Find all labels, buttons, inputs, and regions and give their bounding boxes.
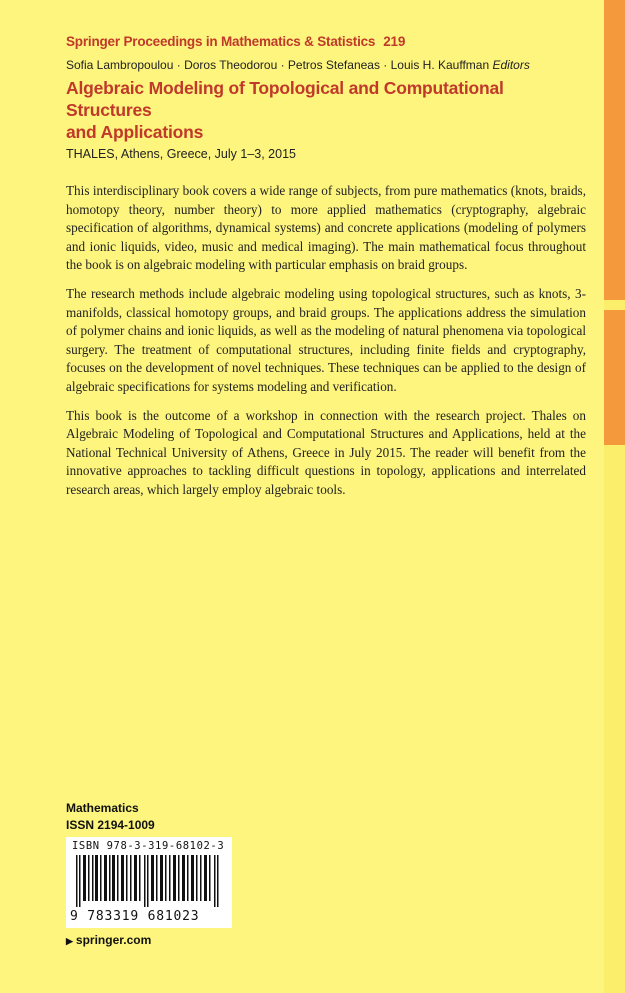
footer-info <box>66 800 155 834</box>
publisher-link[interactable] <box>66 933 151 947</box>
barcode-bars <box>74 855 224 907</box>
spine-strip <box>604 0 625 993</box>
barcode <box>66 837 232 928</box>
book-title-line-1: Algebraic Modeling of Topological and Computational Structures <box>66 78 504 120</box>
editors-line <box>66 58 586 72</box>
book-subtitle: THALES, Athens, Greece, July 1–3, 2015 <box>66 147 296 161</box>
book-title <box>66 77 586 143</box>
isbn-label: ISBN 978-3-319-68102-3 <box>72 840 225 852</box>
description-paragraph: This book is the outcome of a workshop in connection with the research project. Thales on Algebraic Modeling of Topological and Computational Structures and Applications, held at the National Technical University of Athens, Greece in July 2015. The reader will benefit from the innovative approaches to tackling difficult questions in topology, applications and interrelated research areas, which largely employ algebraic tools. <box>66 407 586 497</box>
spine-orange-band-top <box>604 0 625 300</box>
series-volume: 219 <box>383 34 406 49</box>
description-paragraph: This interdisciplinary book covers a wide range of subjects, from pure mathematics (knots, braids, homotopy theory, number theory) to more applied mathematics (cryptography, algebraic specification of algorithms, dynamical systems) and concrete applications (modeling of polymers and ionic liquids, video, music and medical imaging). The main mathematical focus throughout the book is on algebraic modeling with particular emphasis on braid groups. <box>66 183 586 273</box>
barcode-digits: 9 783319 681023 <box>70 909 200 924</box>
editors-role: Editors <box>492 58 530 72</box>
description <box>66 182 586 510</box>
issn-label: ISSN 2194-1009 <box>66 818 155 832</box>
publisher-url: springer.com <box>75 933 152 947</box>
book-title-line-2: and Applications <box>66 122 204 142</box>
triangle-right-icon: ▶ <box>66 936 73 946</box>
header <box>66 34 586 161</box>
series-name: Springer Proceedings in Mathematics & Statistics <box>66 34 376 49</box>
description-paragraph: The research methods include algebraic modeling using topological structures, such as knots, 3-manifolds, classical homotopy groups, and braid groups. The applications address the simulation of polymer chains and ionic liquids, as well as the modeling of natural phenomena via topological surgery. The treatment of computational structures, including finite fields and cryptography, focuses on the development of novel techniques. These techniques can be applied to the design of algebraic specifications for systems modeling and verification. <box>66 285 586 394</box>
series-line <box>66 34 586 49</box>
subject-label: Mathematics <box>66 801 139 815</box>
spine-orange-band-middle <box>604 310 625 445</box>
editor-names: Sofia Lambropoulou · Doros Theodorou · Petros Stefaneas · Louis H. Kauffman <box>66 58 490 72</box>
